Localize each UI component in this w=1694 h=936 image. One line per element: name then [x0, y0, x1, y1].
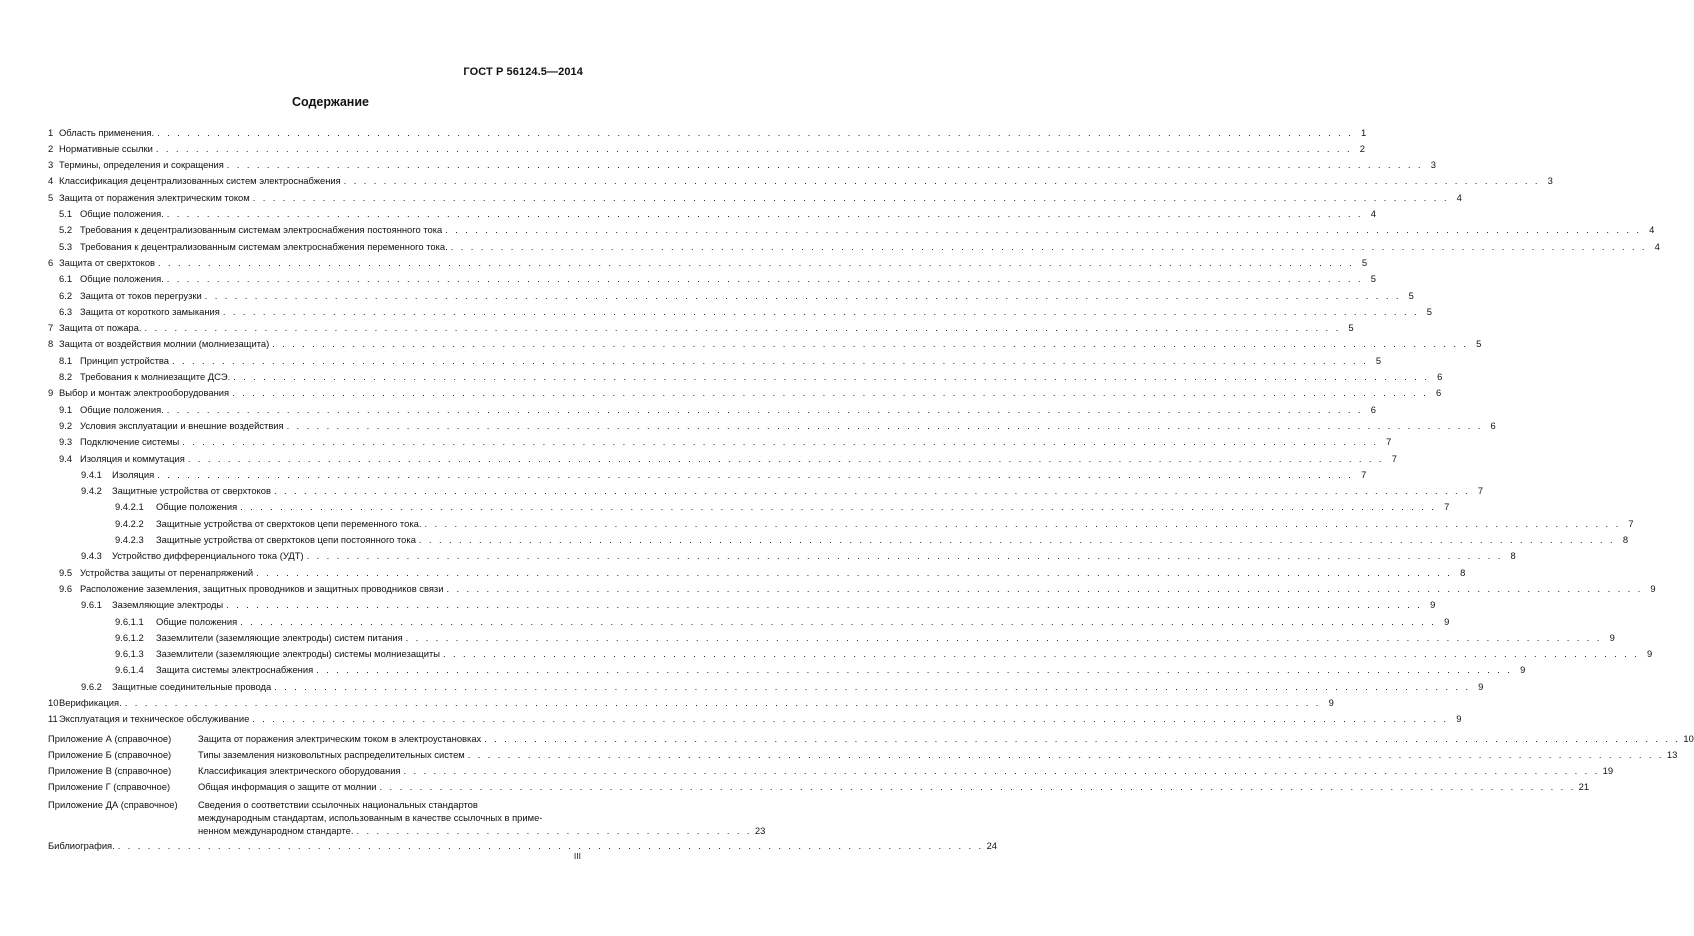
page-footer-number: III [573, 851, 581, 861]
toc-entry[interactable] [48, 287, 1414, 303]
page-title: Содержание [291, 95, 369, 109]
entry-number: 11 [48, 713, 58, 725]
page-number: 9 [1520, 664, 1526, 676]
leader-dots: . . . . . . . . . . . . . . . . . . . . . . . . . . . . . . . . . . . . . . . . . . . . . . . . . . . . . . . . . . . . . . . . . . . . . . . . . . . . . . . . . . . . . . . . . . . . . . . . . . . . . . . . . . . . . . . . . . . . . . . . [240, 615, 1437, 627]
entry-number: 8 [48, 338, 54, 350]
page-number: 9 [1456, 713, 1462, 725]
entry-number: 9.1 [59, 403, 73, 415]
page-number: 6 [1436, 387, 1442, 399]
page-number: 9 [1444, 615, 1450, 627]
entry-number: 9.3 [59, 436, 73, 448]
leader-dots: . . . . . . . . . . . . . . . . . . . . . . . . . . . . . . . . . . . . . . . . . . . . . . . . . . . . . . . . . . . . . . . . . . . . . . . . . . . . . . . . . . . . . . . . . . . . . . . . . . . . . . . . . . . . . . . . . . . . . . . . [418, 534, 1616, 546]
toc-entry[interactable] [48, 694, 1334, 710]
entry-text: Типы заземления низковольтных распределительных систем [198, 748, 465, 760]
entry-text: Требования к децентрализованным системам электроснабжения переменного тока. [80, 240, 448, 252]
entry-text: Общие положения [156, 615, 238, 627]
leader-dots: . . . . . . . . . . . . . . . . . . . . . . . . . . . . . . . . . . . . . . . . . . . . . . . . . . . . . . . . . . . . . . . . . . . . . . . . . . . . . . . . . . . . . . . . . . . . . . . . . . . . . . . . . . . . . . . . . . . . . . . . [484, 732, 1681, 744]
toc-entry[interactable] [48, 499, 1450, 515]
page-number: 5 [1370, 273, 1376, 285]
entry-text: Защита системы электроснабжения [156, 664, 314, 676]
toc-entry[interactable] [48, 271, 1376, 287]
page-number: 1 [1360, 126, 1367, 138]
toc-entry[interactable] [48, 189, 1462, 205]
leader-dots: . . . . . . . . . . . . . . . . . . . . . . . . . . . . . . . . . . . . . . . . . . . . . . . . . . . . . . . . . . . . . . . . . . . . . . . . . . . . . . . . . . . . . . . . . . . . . . . . . . . . . . . . . . . . . . . . . . . . . . . . [445, 224, 1642, 236]
leader-dots: . . . . . . . . . . . . . . . . . . . . . . . . . . . . . . . . . . . . . . . . . . . . . . . . . . . . . . . . . . . . . . . . . . . . . . . . . . . . . . . . . . . . . . . . . . . . . . . . . . . . . . . . . . . . . . . . . . . . . . . . [274, 680, 1471, 692]
toc-entry-appendix[interactable] [48, 746, 1678, 762]
leader-dots: . . . . . . . . . . . . . . . . . . . . . . . . . . . . . . . . . . . . . . . . . . . . . . . . . . . . . . . . . . . . . . . . . . . . . . . . . . . . . . . . . . . . . . . . . . . . . . . . . . . . . . . . . . . . . . . . . . . . . . . . [171, 354, 1369, 366]
toc-entry[interactable] [48, 450, 1397, 466]
page-number: 21 [1578, 781, 1590, 793]
entry-text: Расположение заземления, защитных проводников и защитных проводников связи [80, 582, 444, 594]
appendix-entries [48, 730, 1694, 795]
toc-entry[interactable] [48, 368, 1443, 384]
entry-text: Защитные устройства от сверхтоков цепи постоянного тока [156, 534, 416, 546]
entry-number: 6 [48, 256, 54, 268]
toc-entry[interactable] [48, 580, 1656, 596]
page-number: 23 [754, 825, 766, 837]
document-id: ГОСТ Р 56124.5—2014 [463, 66, 583, 78]
entry-number: 3 [48, 159, 54, 171]
entry-number: 5.2 [59, 224, 73, 236]
leader-dots: . . . . . . . . . . . . . . . . . . . . . . . . . . . . . . . . . . . . . . . . . . . . . . . . . . . . . . . . . . . . . . . . . . . . . . . . . . . . . . . . . . . . . . . . . . . . . . . . . . . . . . . . . . . . . . . . . . . . . . . . [226, 159, 1423, 171]
appendix-label: Приложение В (справочное) [48, 765, 172, 777]
entry-number: 9.6.1.2 [115, 631, 144, 643]
leader-dots: . . . . . . . . . . . . . . . . . . . . . . . . . . . . . . . . . . . . . . . . . . . . . . . . . . . . . . . . . . . . . . . . . . . . . . . . . . . . . . . . . . . . . . . . . . . . . . . . . . . . . . . . . . . . . . . . . . . . . . . . [240, 501, 1437, 513]
page-number: 9 [1478, 680, 1484, 692]
entry-text: Защитные устройства от сверхтоков [112, 485, 271, 497]
page-number: 5 [1375, 354, 1382, 366]
entry-text: Устройство дифференциального тока (УДТ) [112, 550, 304, 562]
toc-entry[interactable] [48, 238, 1660, 254]
entry-text: Заземляющие электроды [112, 599, 224, 611]
toc-entry-appendix[interactable] [48, 763, 1614, 779]
toc-entry[interactable] [48, 303, 1432, 319]
appendix-text-line: международным стандартам, использованным в качестве ссылочных в приме- [198, 812, 543, 824]
page-number: 6 [1490, 419, 1496, 431]
entry-text: Требования к молниезащите ДСЭ. [80, 371, 231, 383]
page-number: 7 [1386, 436, 1392, 448]
entry-number: 9 [48, 387, 54, 399]
page-number: 4 [1370, 208, 1376, 220]
leader-dots: . . . . . . . . . . . . . . . . . . . . . . . . . . . . . . . . . . . . . . . . . . . . . . . . . . . . . . . . . . . . . . . . . . . . . . . . . . . . . . . . . . . . . . . . . . . . . . . . . . . . . . . . . . . . . . . . . . . . . . . . [343, 175, 1540, 187]
entry-text: Термины, определения и сокращения [59, 159, 224, 171]
toc-entry[interactable] [48, 254, 1368, 270]
leader-dots: . . . . . . . . . . . . . . . . . . . . . . . . . . . . . . . . . . . . . . . . . . . . . . . . . . . . . . . . . . . . . . . . . . . . . . . . . . . . . . . . . . . . . . . . . . . . . . . . . . . . . . . . . . . . . . . . . . . . . . . . [232, 387, 1429, 399]
entry-number: 9.6.1 [81, 599, 102, 611]
entry-number: 9.6 [59, 582, 73, 594]
entry-text: Общие положения. [80, 208, 164, 220]
entry-text: Верификация. [59, 696, 122, 708]
leader-dots: . . . . . . . . . . . . . . . . . . . . . . . . . . . . . . . . . . . . . . . . . . . . . . . . . . . . . . . . . . . . . . . . . . . . . . . . . . . . . . . . . . . . . . . . . . . . . . . . . . . . . . . . . . . . . . . . . . . . . . . . [316, 664, 1513, 676]
entry-text: Подключение системы [80, 436, 180, 448]
page-number: 9 [1328, 696, 1334, 708]
entry-text: Защита от поражения электрическим током в электроустановках [198, 732, 482, 744]
entry-number: 8.1 [59, 354, 73, 366]
toc-entry-appendix[interactable] [48, 730, 1694, 746]
entry-text: Общие положения. [80, 273, 164, 285]
leader-dots: . . . . . . . . . . . . . . . . . . . . . . . . . . . . . . . . . . . . . . . . . . . . . . . . . . . . . . . . . . . . . . . . . . . . . . . . . . . . . . . . . . . . . . . . . . . . . . . . . . . . . . . . . . . . . . . . . . . . . . . . [443, 648, 1640, 660]
page-number: 5 [1476, 338, 1482, 350]
toc-entry[interactable] [48, 629, 1615, 645]
leader-dots: . . . . . . . . . . . . . . . . . . . . . . . . . . . . . . . . . . . . . . . . . . . . . . . . . . . . . . . . . . . . . . . . . . . . . . . . . . . . . . . . . . . . . . . . . . . . . . . . . . . . . . . . . . . . . . . . . . . . . . . . [403, 765, 1600, 777]
page-number: 5 [1408, 289, 1414, 301]
page-number: 13 [1666, 748, 1678, 760]
entry-text: Защита от короткого замыкания [80, 305, 220, 317]
leader-dots: . . . . . . . . . . . . . . . . . . . . . . . . . . . . . . . . . . . . . . . . . . . . . . . . . . . . . . . . . . . . . . . . . . . . . . . . . . . . . . . . . . . . . . . . . . . . . . . . . . . . . . . . . . . . . . . . . . . . . . . . [144, 322, 1341, 334]
page-number: 6 [1437, 371, 1443, 383]
entry-text: Изоляция [112, 468, 155, 480]
leader-dots: . . . . . . . . . . . . . . . . . . . . . . . . . . . . . . . . . . . . . . . . . . . . . . . . . . . . . . . . . . . . . . . . . . . . . . . . . . . . . . . . . . . . . . . . . . . . . . . . . . . . . . . . . . . . . . . . . . . . . . . . [446, 582, 1643, 594]
leader-dots: . . . . . . . . . . . . . . . . . . . . . . . . . . . . . . . . . . . . . . . . . . . . . . . . . . . . . . . . . . . . . . . . . . . . . . . . . . . . . . . . . . . . . . . . . . . . . . . . . . . . . . . . . . . . . . . . . . . . . . . . [222, 305, 1419, 317]
leader-dots: . . . . . . . . . . . . . . . . . . . . . . . . . . . . . . . . . . . . . . . . . . . . . . . . . . . . . . . . . . . . . . . . . . . . . . . . . . . . . . . . . . . . . . . . . . . . . . . . . . . . . . . . . . . . . . . . . . . . . . . . [233, 371, 1430, 383]
page-number: 2 [1359, 142, 1365, 154]
entry-text: Принцип устройства [80, 354, 169, 366]
appendix-text-line: ненном международном стандарте. [198, 825, 354, 837]
page-number: 5 [1361, 256, 1368, 268]
page-number: 7 [1361, 468, 1367, 480]
entry-text: Нормативные ссылки [59, 142, 153, 154]
toc-entry[interactable] [48, 434, 1392, 450]
page-number: 7 [1444, 501, 1450, 513]
leader-dots: . . . . . . . . . . . . . . . . . . . . . . . . . . . . . . . . . . . . . . . . . . . . . . . . . . . . . . . . . . . . . . . . . . . . . . . . . . . . . . . . . . . . . . . . . . . . . . . . . . . . . . . . . . . . . . . . . . . . . . . . [166, 208, 1363, 220]
entry-text: Общая информация о защите от молнии [198, 781, 377, 793]
entry-number: 9.4.2.2 [115, 517, 144, 529]
entry-number: 9.6.2 [81, 680, 102, 692]
entry-text: Библиография. [48, 839, 115, 851]
leader-dots: . . . . . . . . . . . . . . . . . . . . . . . . . . . . . . . . . . . . . . . . . . . . . . . . . . . . . . . . . . . . . . . . . . . . . . . . . . . . . . . . . . . . . . . . . . . . . . . . . . . . . . . . . . . . . . . . . . . . . . . . [157, 126, 1354, 138]
page-number: 9 [1650, 582, 1656, 594]
page-number: 4 [1654, 240, 1660, 252]
entry-number: 9.6.1.3 [115, 648, 144, 660]
entry-text: Защита от сверхтоков [59, 256, 156, 268]
entry-text: Изоляция и коммутация [80, 452, 185, 464]
page-number: 3 [1430, 159, 1436, 171]
page-number: 19 [1602, 765, 1614, 777]
toc-entry[interactable] [48, 320, 1354, 336]
entry-number: 6.3 [59, 305, 73, 317]
toc-entry[interactable] [48, 157, 1436, 173]
leader-dots: . . . . . . . . . . . . . . . . . . . . . . . . . . . . . . . . . . . . . . . . . . . . . . . . . . . . . . . . . . . . . . . . . . . . . . . . . . . . . . . . . . . . . . . . . . . . . . . . . . . . . . . . . . . . . . . . . . . . . . . . [286, 419, 1483, 431]
entry-number: 8.2 [59, 371, 73, 383]
page-number: 8 [1510, 550, 1516, 562]
entry-text: Условия эксплуатации и внешние воздействия [80, 419, 284, 431]
page-number: 9 [1609, 631, 1615, 643]
toc-entry[interactable] [48, 613, 1450, 629]
toc-entry[interactable] [48, 336, 1482, 352]
entry-text: Защитные соединительные провода [112, 680, 272, 692]
entry-number: 9.6.1.1 [115, 615, 144, 627]
entry-number: 9.4.2 [81, 485, 102, 497]
leader-dots: . . . . . . . . . . . . . . . . . . . . . . . . . . . . . . . . . . . . . . . . . . . . . . . . . . . . . . . . . . . . . . . . . . . . . . . . . . . . . . . . . . . . . . . [117, 839, 984, 851]
toc-entry[interactable] [48, 466, 1367, 482]
leader-dots: . . . . . . . . . . . . . . . . . . . . . . . . . . . . . . . . . . . . . . . . . . . . . . . . . . . . . . . . . . . . . . . . . . . . . . . . . . . . . . . . . . . . . . . . . . . . . . . . . . . . . . . . . . . . . . . . . . . . . . . . [252, 713, 1449, 725]
toc-entry[interactable] [48, 352, 1382, 368]
toc-entries [48, 124, 1660, 727]
appendix-last-line [198, 824, 765, 837]
toc-entry[interactable] [48, 417, 1496, 433]
toc-entry[interactable] [48, 205, 1376, 221]
leader-dots: . . . . . . . . . . . . . . . . . . . . . . . . . . . . . . . . . . . . . . . . . . . . . . . . . . . . . . . . . . . . . . . . . . . . . . . . . . . . . . . . . . . . . . . . . . . . . . . . . . . . . . . . . . . . . . . . . . . . . . . . [124, 696, 1321, 708]
leader-dots: . . . . . . . . . . . . . . . . . . . . . . . . . . . . . . . . . . . . . . . . . . . . . . . . . . . . . . . . . . . . . . . . . . . . . . . . . . . . . . . . . . . . . . . . . . . . . . . . . . . . . . . . . . . . . . . . . . . . . . . . [424, 517, 1621, 529]
page-number: 8 [1622, 534, 1629, 546]
toc-entry[interactable] [48, 548, 1516, 564]
toc-entry[interactable] [48, 140, 1365, 156]
appendix-label: Приложение Б (справочное) [48, 748, 172, 760]
toc-entry[interactable] [48, 222, 1655, 238]
leader-dots: . . . . . . . . . . . . . . . . . . . . . . . . . . . . . . . . . . . . . . . . . . . . . . . . . . . . . . . . . . . . . . . . . . . . . . . . . . . . . . . . . . . . . . . . . . . . . . . . . . . . . . . . . . . . . . . . . . . . . . . . [187, 452, 1384, 464]
leader-dots: . . . . . . . . . . . . . . . . . . . . . . . . . . . . . . . . . . . . . . . . . . . . . . . . . . . . . . . . . . . . . . . . . . . . . . . . . . . . . . . . . . . . . . . . . . . . . . . . . . . . . . . . . . . . . . . . . . . . . . . . [155, 142, 1352, 154]
toc-entry[interactable] [48, 662, 1526, 678]
entry-number: 2 [48, 142, 54, 154]
appendix-label: Приложение Г (справочное) [48, 781, 171, 793]
page-number: 10 [1683, 732, 1694, 744]
page-number: 24 [986, 839, 997, 851]
entry-text: Заземлители (заземляющие электроды) систем питания [156, 631, 403, 643]
entry-number: 4 [48, 175, 54, 187]
toc-entry-bibliography[interactable] [48, 837, 997, 853]
appendix-label: Приложение ДА (справочное) [48, 799, 178, 811]
toc-entry[interactable] [48, 646, 1653, 662]
leader-dots: . . . . . . . . . . . . . . . . . . . . . . . . . . . . . . . . . . . . . . . . . . . . . . . . . . . . . . . . . . . . . . . . . . . . . . . . . . . . . . . . . . . . . . . . . . . . . . . . . . . . . . . . . . . . . . . . . . . . . . . . [272, 338, 1469, 350]
page-number: 4 [1456, 191, 1462, 203]
entry-text: Выбор и монтаж электрооборудования [59, 387, 230, 399]
leader-dots: . . . . . . . . . . . . . . . . . . . . . . . . . . . . . . . . . . . . . . . . . . . . . . . . . . . . . . . . . . . . . . . . . . . . . . . . . . . . . . . . . . . . . . . . . . . . . . . . . . . . . . . . . . . . . . . . . . . . . . . . [157, 468, 1354, 480]
entry-text: Защитные устройства от сверхтоков цепи переменного тока. [156, 517, 422, 529]
page-number: 5 [1426, 305, 1432, 317]
entry-text: Защита от воздействия молнии (молниезащита) [59, 338, 270, 350]
toc-entry[interactable] [48, 401, 1376, 417]
entry-text: Общие положения [156, 501, 238, 513]
leader-dots: . . . . . . . . . . . . . . . . . . . . . . . . . . . . . . . . . . . . . . . . . . . . . . . . . . . . . . . . . . . . . . . . . . . . . . . . . . . . . . . . . . . . . . . . . . . . . . . . . . . . . . . . . . . . . . . . . . . . . . . . [256, 566, 1453, 578]
entry-number: 9.6.1.4 [115, 664, 144, 676]
toc-entry[interactable] [48, 173, 1553, 189]
leader-dots: . . . . . . . . . . . . . . . . . . . . . . . . . . . . . . . . . . . . . . . . . . . . . . . . . . . . . . . . . . . . . . . . . . . . . . . . . . . . . . . . . . . . . . . . . . . . . . . . . . . . . . . . . . . . . . . . . . . . . . . . [166, 273, 1363, 285]
entry-text: Заземлители (заземляющие электроды) системы молниезащиты [156, 648, 441, 660]
entry-number: 9.4.3 [81, 550, 102, 562]
leader-dots: . . . . . . . . . . . . . . . . . . . . . . . . . . . . . . . . . . . . . . . . [356, 825, 752, 837]
toc-entry[interactable] [48, 124, 1367, 140]
leader-dots: . . . . . . . . . . . . . . . . . . . . . . . . . . . . . . . . . . . . . . . . . . . . . . . . . . . . . . . . . . . . . . . . . . . . . . . . . . . . . . . . . . . . . . . . . . . . . . . . . . . . . . . . . . . . . . . . . . . . . . . . [204, 289, 1401, 301]
entry-number: 6.2 [59, 289, 73, 301]
entry-number: 9.4.2.3 [115, 534, 144, 546]
page-number: 3 [1547, 175, 1553, 187]
entry-number: 6.1 [59, 273, 73, 285]
entry-text: Защита от поражения электрическим током [59, 191, 250, 203]
page-number: 7 [1477, 485, 1484, 497]
entry-number: 9.2 [59, 419, 73, 431]
toc-entry[interactable] [48, 515, 1634, 531]
entry-text: Защита от пожара. [59, 322, 142, 334]
toc-entry[interactable] [48, 483, 1484, 499]
toc-entry-appendix[interactable] [48, 779, 1590, 795]
page-number: 7 [1628, 517, 1634, 529]
leader-dots: . . . . . . . . . . . . . . . . . . . . . . . . . . . . . . . . . . . . . . . . . . . . . . . . . . . . . . . . . . . . . . . . . . . . . . . . . . . . . . . . . . . . . . . . . . . . . . . . . . . . . . . . . . . . . . . . . . . . . . . . [450, 240, 1647, 252]
entry-number: 7 [48, 322, 54, 334]
leader-dots: . . . . . . . . . . . . . . . . . . . . . . . . . . . . . . . . . . . . . . . . . . . . . . . . . . . . . . . . . . . . . . . . . . . . . . . . . . . . . . . . . . . . . . . . . . . . . . . . . . . . . . . . . . . . . . . . . . . . . . . . [252, 191, 1449, 203]
page-number: 9 [1430, 599, 1436, 611]
leader-dots: . . . . . . . . . . . . . . . . . . . . . . . . . . . . . . . . . . . . . . . . . . . . . . . . . . . . . . . . . . . . . . . . . . . . . . . . . . . . . . . . . . . . . . . . . . . . . . . . . . . . . . . . . . . . . . . . . . . . . . . . [306, 550, 1503, 562]
leader-dots: . . . . . . . . . . . . . . . . . . . . . . . . . . . . . . . . . . . . . . . . . . . . . . . . . . . . . . . . . . . . . . . . . . . . . . . . . . . . . . . . . . . . . . . . . . . . . . . . . . . . . . . . . . . . . . . . . . . . . . . . [158, 256, 1355, 268]
page-number: 4 [1649, 224, 1655, 236]
toc-entry[interactable] [48, 597, 1436, 613]
entry-text: Классификация электрического оборудования [198, 765, 401, 777]
entry-number: 9.4.1 [81, 468, 102, 480]
appendix-label: Приложение А (справочное) [48, 732, 172, 744]
toc-entry[interactable] [48, 531, 1629, 547]
entry-number: 9.5 [59, 566, 73, 578]
entry-text: Требования к децентрализованным системам электроснабжения постоянного тока [80, 224, 443, 236]
page-number: 6 [1370, 403, 1376, 415]
entry-text: Защита от токов перегрузки [80, 289, 202, 301]
toc-entry[interactable] [48, 711, 1462, 727]
appendix-text-line: Сведения о соответствии ссылочных национальных стандартов [198, 799, 478, 811]
page-number: 8 [1460, 566, 1466, 578]
entry-text: Область применения. [59, 126, 155, 138]
entry-number: 5 [48, 191, 54, 203]
entry-text: Устройства защиты от перенапряжений [80, 566, 254, 578]
leader-dots: . . . . . . . . . . . . . . . . . . . . . . . . . . . . . . . . . . . . . . . . . . . . . . . . . . . . . . . . . . . . . . . . . . . . . . . . . . . . . . . . . . . . . . . . . . . . . . . . . . . . . . . . . . . . . . . . . . . . . . . . [467, 748, 1664, 760]
entry-number: 1 [48, 126, 54, 138]
entry-number: 5.3 [59, 240, 73, 252]
toc-entry-appendix-da[interactable] [48, 798, 766, 837]
page-number: 7 [1391, 452, 1397, 464]
appendix-body [198, 798, 765, 837]
entry-number: 9.4 [59, 452, 73, 464]
toc-entry[interactable] [48, 564, 1466, 580]
leader-dots: . . . . . . . . . . . . . . . . . . . . . . . . . . . . . . . . . . . . . . . . . . . . . . . . . . . . . . . . . . . . . . . . . . . . . . . . . . . . . . . . . . . . . . . . . . . . . . . . . . . . . . . . . . . . . . . . . . . . . . . . [226, 599, 1423, 611]
toc-entry[interactable] [48, 385, 1442, 401]
toc-entry[interactable] [48, 678, 1484, 694]
leader-dots: . . . . . . . . . . . . . . . . . . . . . . . . . . . . . . . . . . . . . . . . . . . . . . . . . . . . . . . . . . . . . . . . . . . . . . . . . . . . . . . . . . . . . . . . . . . . . . . . . . . . . . . . . . . . . . . . . . . . . . . . [166, 403, 1363, 415]
leader-dots: . . . . . . . . . . . . . . . . . . . . . . . . . . . . . . . . . . . . . . . . . . . . . . . . . . . . . . . . . . . . . . . . . . . . . . . . . . . . . . . . . . . . . . . . . . . . . . . . . . . . . . . . . . . . . . . . . . . . . . . . [273, 485, 1471, 497]
page-number: 5 [1348, 322, 1354, 334]
leader-dots: . . . . . . . . . . . . . . . . . . . . . . . . . . . . . . . . . . . . . . . . . . . . . . . . . . . . . . . . . . . . . . . . . . . . . . . . . . . . . . . . . . . . . . . . . . . . . . . . . . . . . . . . . . . . . . . . . . . . . . . . [182, 436, 1379, 448]
entry-number: 10 [48, 696, 59, 708]
entry-text: Общие положения. [80, 403, 164, 415]
leader-dots: . . . . . . . . . . . . . . . . . . . . . . . . . . . . . . . . . . . . . . . . . . . . . . . . . . . . . . . . . . . . . . . . . . . . . . . . . . . . . . . . . . . . . . . . . . . . . . . . . . . . . . . . . . . . . . . . . . . . . . . . [379, 781, 1576, 793]
entry-text: Эксплуатация и техническое обслуживание [59, 713, 250, 725]
entry-number: 9.4.2.1 [115, 501, 144, 513]
entry-number: 5.1 [59, 208, 73, 220]
table-of-contents [48, 124, 1694, 853]
entry-text: Классификация децентрализованных систем электроснабжения [59, 175, 341, 187]
page-number: 9 [1646, 648, 1653, 660]
leader-dots: . . . . . . . . . . . . . . . . . . . . . . . . . . . . . . . . . . . . . . . . . . . . . . . . . . . . . . . . . . . . . . . . . . . . . . . . . . . . . . . . . . . . . . . . . . . . . . . . . . . . . . . . . . . . . . . . . . . . . . . . [405, 631, 1602, 643]
